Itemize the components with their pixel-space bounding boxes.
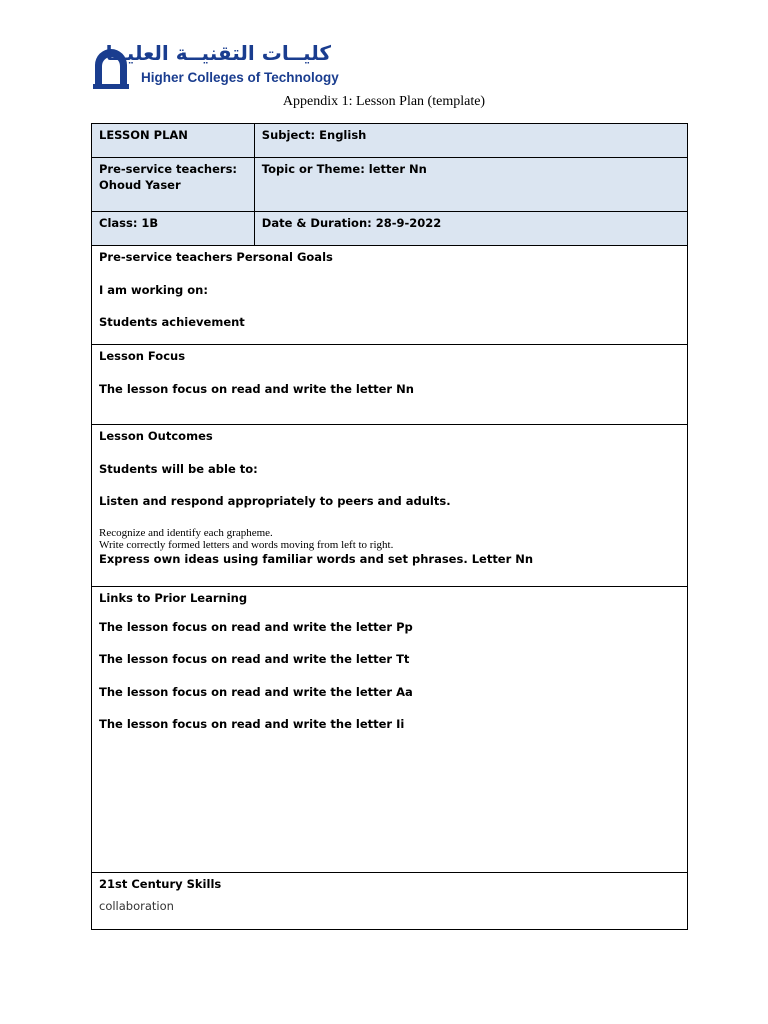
subject-value: Subject: English — [261, 128, 367, 142]
date-cell — [254, 212, 687, 246]
page-title: Appendix 1: Lesson Plan (template) — [282, 94, 486, 109]
lesson-outcomes-row — [92, 425, 688, 587]
logo-arabic-text: كليــات التقنيــة العليــا — [105, 41, 331, 65]
prior-learning-cell — [92, 587, 688, 873]
topic-value: Topic or Theme: letter Nn — [261, 162, 427, 176]
outcome-item: Recognize and identify each grapheme. — [99, 526, 273, 539]
working-on-label: I am working on: — [99, 282, 208, 297]
header-row-2 — [92, 158, 688, 212]
teachers-cell — [92, 158, 255, 212]
skills-value: collaboration — [99, 898, 174, 913]
skills-row — [92, 873, 688, 930]
personal-goals-heading: Pre-service teachers Personal Goals — [99, 250, 333, 264]
personal-goal-item: Students achievement — [99, 315, 245, 330]
lesson-focus-cell — [92, 345, 688, 425]
outcomes-intro: Students will be able to: — [99, 461, 258, 476]
prior-learning-item: The lesson focus on read and write the letter Aa — [99, 684, 413, 699]
lesson-outcomes-heading: Lesson Outcomes — [99, 429, 213, 443]
prior-learning-item: The lesson focus on read and write the letter Pp — [99, 619, 413, 634]
teachers-label: Pre-service teachers: — [99, 162, 238, 176]
skills-heading: 21st Century Skills — [99, 877, 222, 891]
class-cell — [92, 212, 255, 246]
skills-cell — [92, 873, 688, 930]
date-duration-value: Date & Duration: 28-9-2022 — [261, 216, 442, 230]
header-row-1 — [92, 124, 688, 158]
topic-cell — [254, 158, 687, 212]
prior-learning-heading: Links to Prior Learning — [99, 591, 248, 605]
lesson-plan-cell — [92, 124, 255, 158]
outcome-item: Write correctly formed letters and words moving from left to right. — [99, 539, 394, 552]
lesson-plan-label: LESSON PLAN — [99, 128, 188, 142]
prior-learning-item: The lesson focus on read and write the letter Ii — [99, 717, 405, 732]
subject-cell — [254, 124, 687, 158]
class-value: Class: 1B — [99, 216, 159, 230]
prior-learning-item: The lesson focus on read and write the letter Tt — [99, 652, 410, 667]
teachers-name: Ohoud Yaser — [99, 177, 181, 192]
outcome-item: Express own ideas using familiar words and set phrases. Letter Nn — [99, 551, 534, 566]
prior-learning-row — [92, 587, 688, 873]
lesson-focus-heading: Lesson Focus — [99, 349, 186, 363]
lesson-focus-row — [92, 345, 688, 425]
personal-goals-cell — [92, 246, 688, 345]
header-row-3 — [92, 212, 688, 246]
lesson-plan-table — [91, 123, 688, 930]
outcome-item: Listen and respond appropriately to peers and adults. — [99, 494, 451, 509]
lesson-focus-text: The lesson focus on read and write the letter Nn — [99, 381, 414, 396]
personal-goals-row — [92, 246, 688, 345]
lesson-outcomes-cell — [92, 425, 688, 587]
hct-logo — [93, 41, 339, 92]
logo-english-text: Higher Colleges of Technology — [141, 70, 339, 85]
